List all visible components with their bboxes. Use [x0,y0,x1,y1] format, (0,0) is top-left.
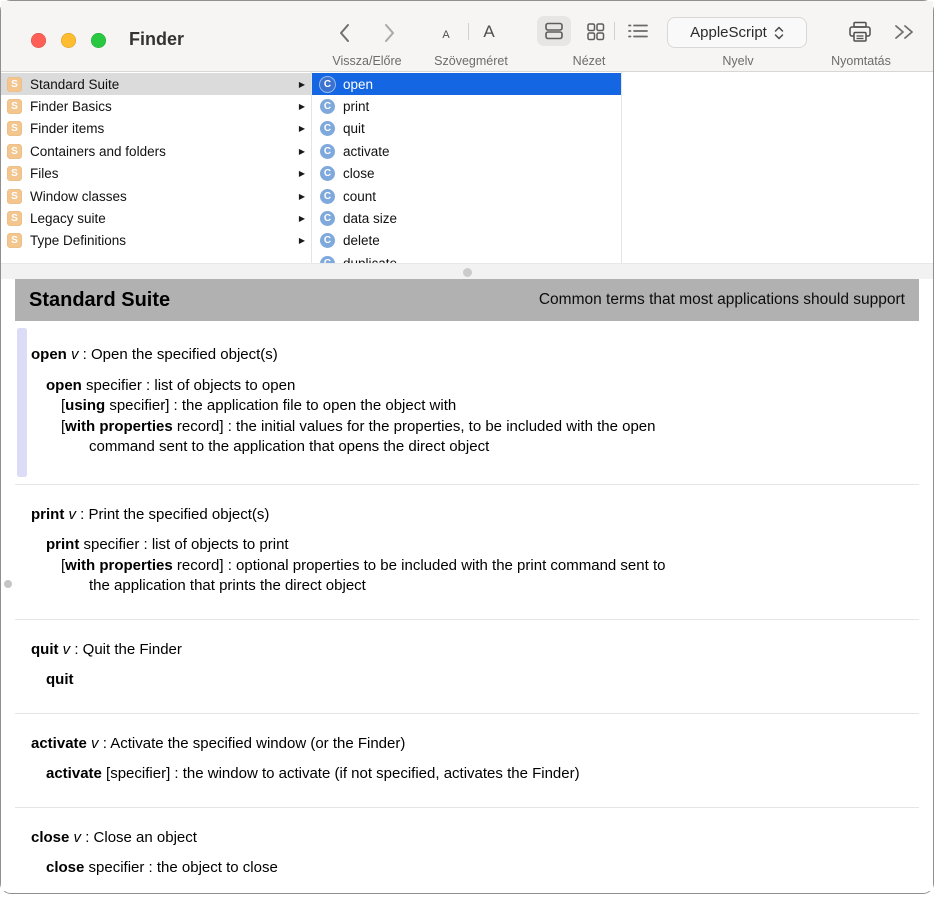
back-button[interactable] [333,20,357,46]
text-segment: open [31,346,71,363]
dictionary-browser [1,72,933,263]
text-segment: : Print the specified object(s) [76,505,270,523]
text-segment: [specifier] : the window to activate (if not specified, activates the Finder) [101,765,580,782]
view-rows-button[interactable] [537,16,571,46]
zoom-window-button[interactable] [91,33,106,48]
minimize-window-button[interactable] [61,33,76,48]
empty-column [621,72,933,263]
suite-icon: S [7,77,22,92]
suite-label: Type Definitions [30,233,127,249]
entry-line [31,670,911,691]
command-icon: C [320,121,335,136]
text-segment: v [73,828,82,846]
entry-line [31,764,911,785]
command-row[interactable] [312,73,621,95]
command-row[interactable] [312,185,621,207]
command-row[interactable] [312,118,621,140]
disclosure-triangle-icon: ▶ [298,102,305,112]
text-segment: [ [61,397,66,414]
selected-entry-bar [17,328,27,477]
close-window-button[interactable] [31,33,46,48]
text-segment: specifier] : the application file to open the object with [105,397,457,414]
print-label: Nyomtatás [831,54,891,68]
more-toolbar-items-button[interactable] [889,20,919,44]
view-divider [614,22,615,40]
dictionary-entry [15,807,919,901]
text-segment: quit [31,640,63,658]
text-segment: v [62,640,71,658]
command-row[interactable] [312,163,621,185]
print-button[interactable] [843,17,877,47]
suite-row[interactable] [1,118,311,140]
text-segment: with properties [65,417,173,435]
disclosure-triangle-icon: ▶ [298,169,305,179]
toolbar [1,1,933,72]
double-chevron-right-icon [892,22,916,42]
forward-button[interactable] [377,20,401,46]
command-label: quit [343,121,365,137]
command-row[interactable] [312,140,621,162]
entry-line [31,376,911,397]
suite-icon: S [7,233,22,248]
command-icon: C [320,166,335,181]
popup-chevrons-icon [774,25,784,41]
disclosure-triangle-icon: ▶ [298,146,305,156]
increase-text-size-button[interactable]: A [483,22,495,41]
command-icon: C [320,233,335,248]
entry-heading [31,640,911,661]
suite-icon: S [7,189,22,204]
text-segment: v [71,346,79,363]
text-segment: with properties [65,556,173,574]
text-segment: quit [46,671,74,688]
suite-title: Standard Suite [29,288,171,311]
suites-column [1,72,311,263]
suite-row[interactable] [1,207,311,229]
command-row[interactable] [312,207,621,229]
language-popup[interactable] [667,17,807,48]
text-segment: open [46,376,82,394]
disclosure-triangle-icon: ▶ [298,124,305,134]
language-label: Nyelv [722,54,754,68]
text-size-label: Szövegméret [434,54,508,68]
text-segment: activate [46,765,102,782]
text-segment: v [91,734,99,752]
text-segment: record] : the initial values for the properties, to be included with the open [172,417,656,435]
command-row[interactable] [312,230,621,252]
printer-icon [847,20,873,44]
command-label: activate [343,143,390,159]
suite-description: Common terms that most applications should support [538,291,905,308]
dictionary-content [1,321,933,891]
entry-line [31,417,911,438]
suite-row[interactable] [1,140,311,162]
suite-icon: S [7,121,22,136]
text-segment: close [46,859,85,876]
left-splitter-handle-icon[interactable] [4,580,12,588]
dictionary-entry [15,484,919,619]
command-label: delete [343,233,380,249]
text-segment: [ [61,417,66,435]
entry-heading [31,734,911,755]
dictionary-entry [15,619,919,713]
dictionary-entry [15,713,919,807]
command-label: data size [343,211,398,227]
commands-column [311,72,621,263]
suite-row[interactable] [1,230,311,252]
text-segment: print [46,536,80,553]
command-label: print [343,99,370,115]
text-segment: specifier : list of objects to print [79,536,289,553]
text-segment: v [68,505,76,523]
entry-heading [31,505,911,526]
dictionary-entry [15,321,919,484]
suite-label: Legacy suite [30,211,106,227]
suite-icon: S [7,211,22,226]
entry-line [31,396,911,417]
entry-line [31,576,911,597]
suite-row[interactable] [1,95,311,117]
decrease-text-size-button[interactable]: A [442,29,450,41]
back-forward-label: Vissza/Előre [332,54,402,68]
entry-line [31,437,911,458]
command-label: count [343,188,377,204]
view-grid-button[interactable] [580,17,610,45]
entry-line [31,858,911,879]
splitter-handle-icon[interactable] [463,268,472,277]
grid-view-icon [585,21,606,42]
suite-icon: S [7,99,22,114]
text-segment: specifier : the object to close [84,859,278,876]
window-title: Finder [129,29,185,49]
command-icon: C [320,144,335,159]
text-segment: : Close an object [81,828,197,846]
suite-row[interactable] [1,185,311,207]
suite-label: Finder Basics [30,99,112,115]
entry-line [31,556,911,577]
text-segment: : Open the specified object(s) [78,346,278,363]
text-segment: : Activate the specified window (or the Finder) [98,734,406,752]
disclosure-triangle-icon: ▶ [298,214,305,224]
command-icon: C [320,77,335,92]
suite-label: Finder items [30,121,105,137]
suite-icon: S [7,144,22,159]
text-segment: [ [61,556,66,574]
suite-row[interactable] [1,163,311,185]
suite-label: Files [30,166,59,182]
chevron-right-icon [381,22,397,44]
text-segment: close [31,828,74,846]
command-icon: C [320,211,335,226]
suite-row[interactable] [1,73,311,95]
chevron-left-icon [337,22,353,44]
disclosure-triangle-icon: ▶ [298,191,305,201]
suite-label: Containers and folders [30,143,166,159]
suite-label: Window classes [30,188,127,204]
disclosure-triangle-icon: ▶ [298,79,305,89]
text-segment: specifier : list of objects to open [81,376,296,394]
text-segment: using [65,397,106,414]
language-popup-value: AppleScript [690,24,767,41]
command-icon: C [320,99,335,114]
command-label: close [343,166,375,182]
text-segment: command sent to the application that opens the direct object [89,438,490,455]
pane-splitter[interactable] [1,263,933,279]
command-icon: C [320,189,335,204]
suite-icon: S [7,166,22,181]
text-segment: record] : optional properties to be included with the print command sent to [172,556,666,574]
text-segment: activate [31,734,92,752]
text-segment: the application that prints the direct object [89,577,366,594]
outline-list-icon [626,21,650,41]
suite-label: Standard Suite [30,76,120,92]
entry-heading [31,828,911,849]
view-label: Nézet [572,54,606,68]
entry-line [31,535,911,556]
view-outline-button[interactable] [621,17,655,45]
disclosure-triangle-icon: ▶ [298,236,305,246]
command-row[interactable] [312,95,621,117]
suite-header-bar [15,279,919,321]
text-segment: : Quit the Finder [70,640,182,658]
command-label: open [343,76,374,92]
rows-view-icon [543,21,565,41]
entry-heading [31,345,911,366]
text-segment: print [31,505,69,523]
text-size-divider [468,23,469,40]
